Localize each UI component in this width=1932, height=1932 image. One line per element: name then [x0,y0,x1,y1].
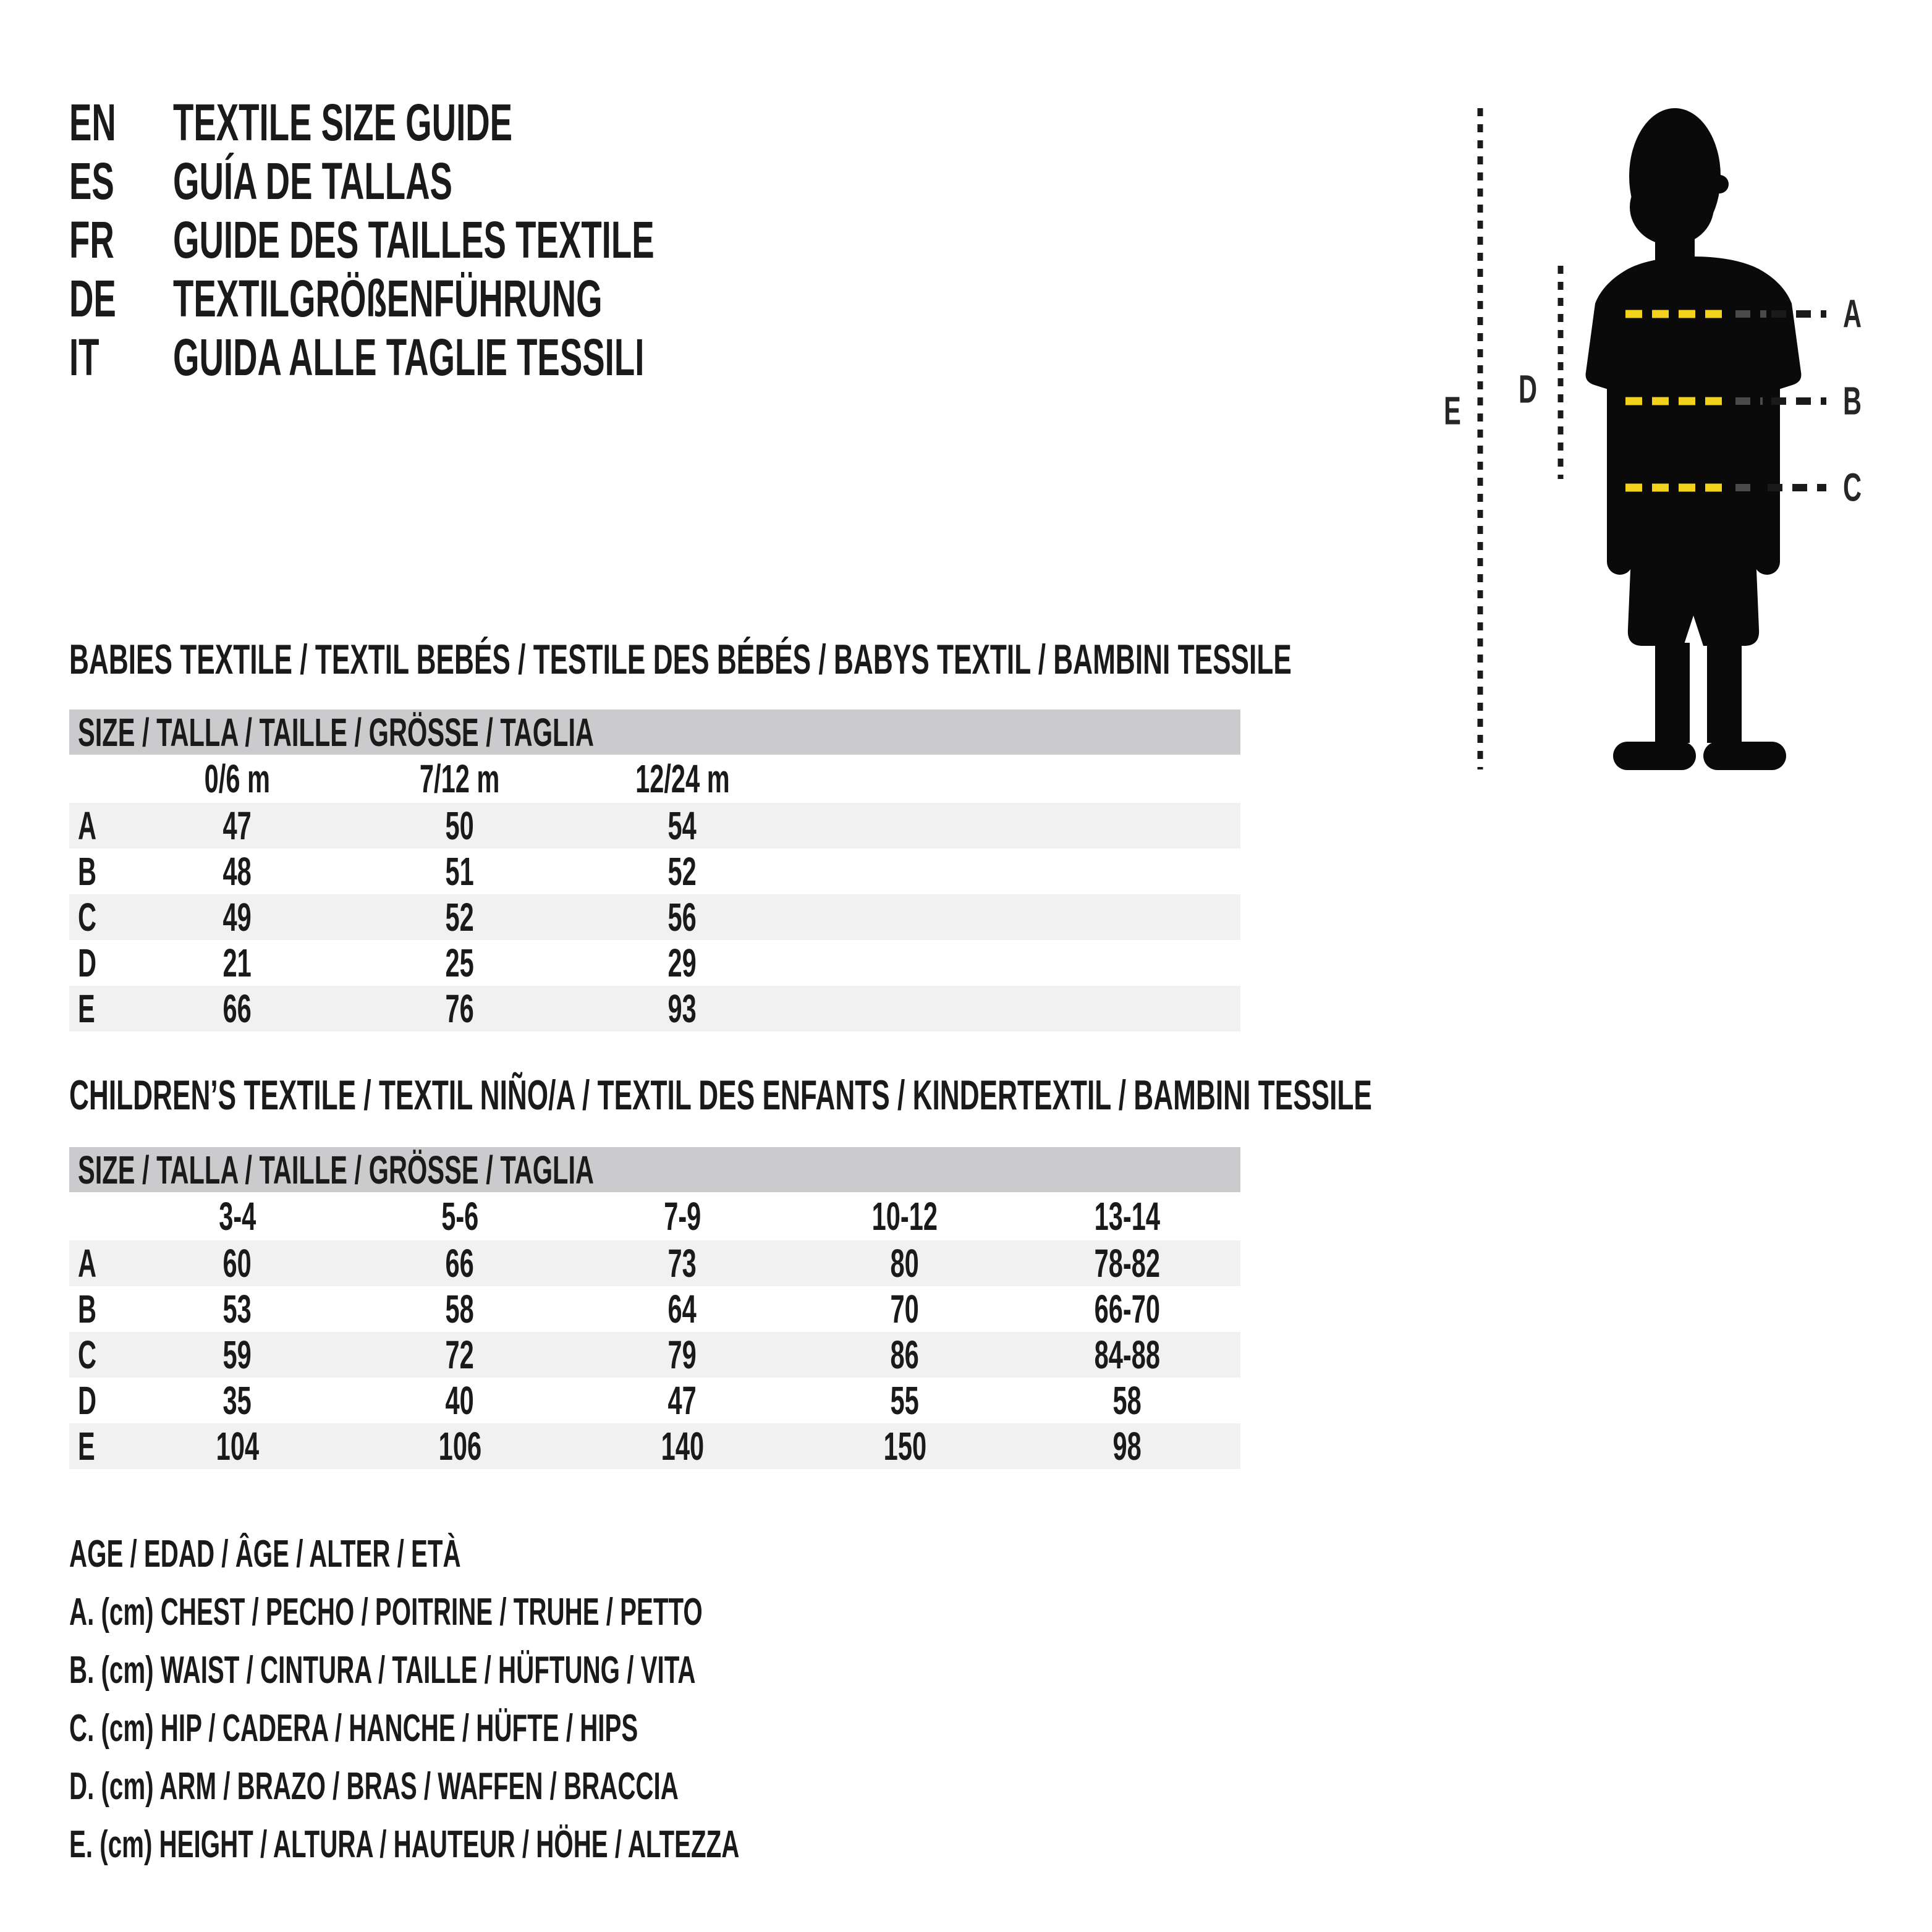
table-row [69,1423,1240,1469]
children-column-header: 3-4 [218,1194,256,1239]
language-row-en [69,93,913,151]
row-label: C [78,895,97,939]
cell-value: 93 [667,986,697,1031]
legend-waist: B. (cm) WAIST / CINTURA / TAILLE / HÜFTUNG / VITA [69,1649,696,1692]
cell-value: 51 [445,849,475,894]
cell-value: 58 [1112,1378,1142,1423]
table-row [69,1332,1240,1378]
row-label: B [78,849,97,894]
children-size-header: SIZE / TALLA / TAILLE / GRÖSSE / TAGLIA [69,1147,1240,1192]
children-column-header: 5-6 [441,1194,479,1239]
measurement-legend [69,1525,1100,1874]
language-title: GUÍA DE TALLAS [173,152,452,210]
language-title: GUIDE DES TAILLES TEXTILE [173,211,655,269]
cell-value: 140 [661,1424,704,1468]
cell-value: 55 [890,1378,920,1423]
language-title: GUIDA ALLE TAGLIE TESSILI [173,328,645,386]
language-row-de [69,269,913,328]
children-section-title: CHILDREN’S TEXTILE / TEXTIL NIÑO/A / TEXTIL DES ENFANTS / KINDERTEXTIL / BAMBINI TESSILE [69,1072,1372,1119]
table-row [69,1240,1240,1286]
cell-value: 80 [890,1241,920,1286]
children-size-table [69,1147,1240,1469]
language-code: DE [69,269,116,328]
legend-hip: C. (cm) HIP / CADERA / HANCHE / HÜFTE / HIPS [69,1707,638,1750]
cell-value: 98 [1112,1424,1142,1468]
language-title-list [69,93,913,386]
table-row [69,940,1240,986]
row-label: D [78,941,97,985]
cell-value: 64 [667,1287,697,1331]
cell-value: 40 [445,1378,475,1423]
language-code: ES [69,152,114,210]
figure-label-d: D [1518,367,1538,412]
table-row [69,986,1240,1032]
cell-value: 79 [667,1332,697,1377]
babies-column-header: 12/24 m [635,756,730,801]
cell-value: 73 [667,1241,697,1286]
cell-value: 47 [222,803,252,848]
cell-value: 52 [445,895,475,939]
cell-value: 150 [883,1424,926,1468]
cell-value: 66 [222,986,252,1031]
language-row-it [69,328,913,386]
row-label: B [78,1287,97,1331]
cell-value: 72 [445,1332,475,1377]
cell-value: 106 [438,1424,481,1468]
language-title: TEXTILE SIZE GUIDE [173,93,513,151]
language-row-es [69,151,913,210]
cell-value: 47 [667,1378,697,1423]
cell-value: 53 [222,1287,252,1331]
cell-value: 60 [222,1241,252,1286]
figure-label-c: C [1842,465,1862,510]
language-row-fr [69,210,913,269]
cell-value: 56 [667,895,697,939]
figure-label-a: A [1842,292,1862,336]
row-label: A [78,1241,97,1286]
row-label: A [78,803,97,848]
children-column-header-row [69,1192,1240,1240]
babies-section-title: BABIES TEXTILE / TEXTIL BEBÉS / TESTILE DES BÉBÉS / BABYS TEXTIL / BAMBINI TESSILE [69,636,1292,683]
legend-arm: D. (cm) ARM / BRAZO / BRAS / WAFFEN / BRACCIA [69,1765,679,1808]
cell-value: 50 [445,803,475,848]
babies-column-header: 7/12 m [420,756,500,801]
cell-value: 78-82 [1094,1241,1161,1286]
table-row [69,1286,1240,1332]
cell-value: 59 [222,1332,252,1377]
babies-size-header: SIZE / TALLA / TAILLE / GRÖSSE / TAGLIA [69,710,1240,755]
cell-value: 84-88 [1094,1332,1161,1377]
cell-value: 49 [222,895,252,939]
babies-size-table [69,710,1240,1032]
cell-value: 21 [222,941,252,985]
children-column-header: 13-14 [1094,1194,1161,1239]
babies-column-header: 0/6 m [204,756,271,801]
cell-value: 66 [445,1241,475,1286]
cell-value: 104 [216,1424,259,1468]
children-column-header: 10-12 [871,1194,938,1239]
row-label: E [78,1424,95,1468]
legend-height: E. (cm) HEIGHT / ALTURA / HAUTEUR / HÖHE / ALTEZZA [69,1823,740,1866]
legend-chest: A. (cm) CHEST / PECHO / POITRINE / TRUHE / PETTO [69,1591,703,1633]
language-title: TEXTILGRÖßENFÜHRUNG [173,269,603,328]
cell-value: 86 [890,1332,920,1377]
language-code: FR [69,211,114,269]
cell-value: 54 [667,803,697,848]
cell-value: 48 [222,849,252,894]
cell-value: 58 [445,1287,475,1331]
measurement-figure [1421,93,1932,791]
table-row [69,803,1240,849]
cell-value: 35 [222,1378,252,1423]
language-code: EN [69,93,116,151]
row-label: D [78,1378,97,1423]
table-row [69,849,1240,894]
cell-value: 52 [667,849,697,894]
row-label: C [78,1332,97,1377]
table-row [69,1378,1240,1423]
figure-label-b: B [1842,379,1862,423]
babies-column-header-row [69,755,1240,803]
children-column-header: 7-9 [663,1194,701,1239]
cell-value: 76 [445,986,475,1031]
cell-value: 29 [667,941,697,985]
cell-value: 25 [445,941,475,985]
cell-value: 70 [890,1287,920,1331]
legend-age: AGE / EDAD / ÂGE / ALTER / ETÀ [69,1533,461,1575]
table-row [69,894,1240,940]
figure-label-e: E [1444,389,1461,433]
cell-value: 66-70 [1094,1287,1161,1331]
row-label: E [78,986,95,1031]
language-code: IT [69,328,100,386]
